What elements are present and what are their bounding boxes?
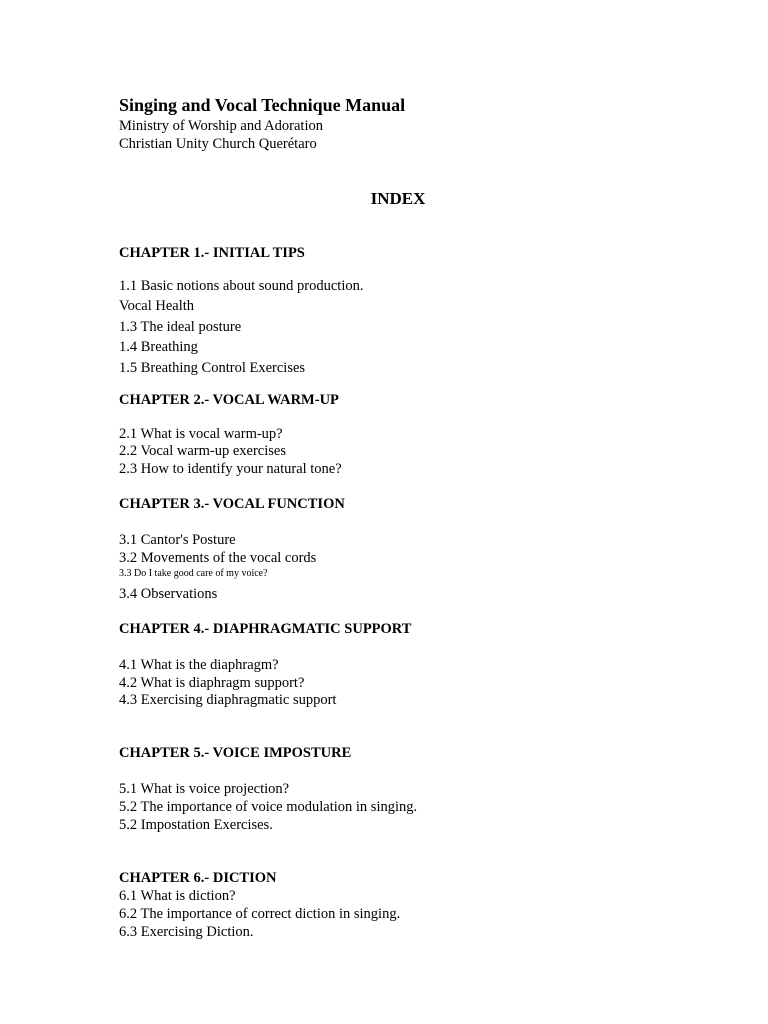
- ministry-name: Ministry of Worship and Adoration: [119, 118, 323, 134]
- chapter-4-heading: CHAPTER 4.- DIAPHRAGMATIC SUPPORT: [119, 621, 412, 637]
- toc-item: 5.2 Impostation Exercises.: [119, 817, 273, 833]
- chapter-6-heading: CHAPTER 6.- DICTION: [119, 870, 277, 886]
- church-name: Christian Unity Church Querétaro: [119, 136, 317, 152]
- toc-item: 4.2 What is diaphragm support?: [119, 675, 305, 691]
- toc-item: 2.2 Vocal warm-up exercises: [119, 443, 286, 459]
- toc-item: 1.1 Basic notions about sound production.: [119, 278, 364, 294]
- toc-item: 3.2 Movements of the vocal cords: [119, 550, 317, 566]
- chapter-3-heading: CHAPTER 3.- VOCAL FUNCTION: [119, 496, 345, 512]
- toc-item: 6.3 Exercising Diction.: [119, 924, 254, 940]
- toc-item: 5.2 The importance of voice modulation in singing.: [119, 799, 418, 815]
- toc-item: 6.2 The importance of correct diction in singing.: [119, 906, 401, 922]
- document-title: Singing and Vocal Technique Manual: [119, 95, 406, 115]
- toc-item: 6.1 What is diction?: [119, 888, 236, 904]
- toc-item: Vocal Health: [119, 298, 195, 314]
- toc-item: 3.3 Do I take good care of my voice?: [119, 568, 268, 579]
- toc-item: 3.1 Cantor's Posture: [119, 532, 236, 548]
- toc-item: 4.3 Exercising diaphragmatic support: [119, 692, 337, 708]
- toc-item: 3.4 Observations: [119, 586, 218, 602]
- index-heading: INDEX: [370, 189, 426, 208]
- toc-item: 2.3 How to identify your natural tone?: [119, 461, 342, 477]
- toc-item: 5.1 What is voice projection?: [119, 781, 290, 797]
- toc-item: 4.1 What is the diaphragm?: [119, 657, 279, 673]
- toc-item: 2.1 What is vocal warm-up?: [119, 426, 283, 442]
- chapter-2-heading: CHAPTER 2.- VOCAL WARM-UP: [119, 392, 339, 408]
- chapter-5-heading: CHAPTER 5.- VOICE IMPOSTURE: [119, 745, 352, 761]
- toc-item: 1.3 The ideal posture: [119, 319, 242, 335]
- toc-item: 1.5 Breathing Control Exercises: [119, 360, 306, 376]
- chapter-1-heading: CHAPTER 1.- INITIAL TIPS: [119, 245, 305, 261]
- toc-item: 1.4 Breathing: [119, 339, 198, 355]
